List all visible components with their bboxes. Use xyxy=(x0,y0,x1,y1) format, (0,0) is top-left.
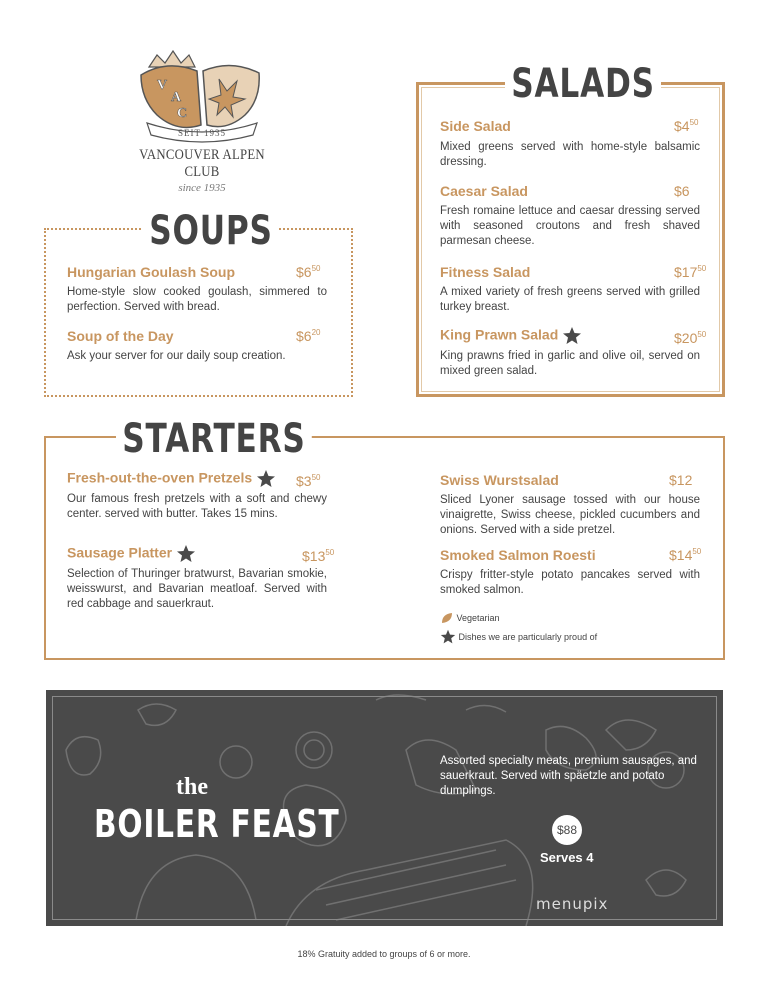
star-icon xyxy=(256,469,276,489)
item-description: Crispy fritter-style potato pancakes served with smoked salmon. xyxy=(440,569,700,596)
item-description: Our famous fresh pretzels with a soft and chewy center. served with butter. Takes 15 mins. xyxy=(67,493,327,520)
menu-item xyxy=(67,544,327,612)
item-description: Fresh romaine lettuce and caesar dressing served with seasoned croutons and fresh shaved parmesan cheese. xyxy=(440,205,700,247)
star-icon xyxy=(440,629,456,645)
menu-item xyxy=(440,264,700,315)
salads-heading: SALADS xyxy=(505,64,661,104)
feast-price: $88 xyxy=(552,815,582,845)
item-description: King prawns fried in garlic and olive oil, served on mixed green salad. xyxy=(440,350,700,377)
svg-text:SEIT 1935: SEIT 1935 xyxy=(177,128,227,138)
item-price: $\$3^{50}$ xyxy=(296,473,321,489)
menu-item xyxy=(440,472,700,538)
menu-item xyxy=(440,183,700,249)
feast-title: BOILER FEAST xyxy=(94,802,340,846)
club-logo xyxy=(122,45,282,195)
menu-item xyxy=(67,264,327,315)
item-name: Fitness Salad xyxy=(440,264,531,280)
item-description: Selection of Thuringer bratwurst, Bavarian smokie, weisswurst, and Bavarian meatloaf. Served with red cabbage and sauerkraut. xyxy=(67,568,327,610)
item-name: Fresh-out-the-oven Pretzels xyxy=(67,469,253,486)
item-price: $\$14^{50}$ xyxy=(669,547,702,563)
gratuity-note: 18% Gratuity added to groups of 6 or more. xyxy=(297,949,471,959)
menu-item xyxy=(440,326,700,379)
item-description: A mixed variety of fresh greens served with grilled turkey breast. xyxy=(440,286,700,313)
item-price: $\$4^{50}$ xyxy=(674,118,699,134)
item-description: Ask your server for our daily soup creation. xyxy=(67,350,286,362)
item-name: Caesar Salad xyxy=(440,183,528,199)
starters-heading: STARTERS xyxy=(116,419,312,459)
item-name: Hungarian Goulash Soup xyxy=(67,264,236,280)
item-description: Mixed greens served with home-style balsamic dressing. xyxy=(440,141,700,168)
legend-proud xyxy=(440,629,597,645)
item-name: Swiss Wurstsalad xyxy=(440,472,559,488)
item-name: Soup of the Day xyxy=(67,328,174,344)
star-icon xyxy=(562,326,582,346)
menupix-watermark: menupix xyxy=(536,895,609,913)
menu-item xyxy=(67,469,327,522)
item-price: $12 xyxy=(669,472,693,488)
item-price: $\$20^{50}$ xyxy=(674,330,707,346)
legend-label: Vegetarian xyxy=(456,613,500,623)
item-price: $6 xyxy=(674,183,690,199)
item-name: Side Salad xyxy=(440,118,511,134)
legend-label: Dishes we are particularly proud of xyxy=(458,632,598,642)
soups-heading: SOUPS xyxy=(143,211,279,251)
item-name: Smoked Salmon Roesti xyxy=(440,547,596,563)
boiler-feast-banner xyxy=(46,690,723,926)
item-price: $\$6^{50}$ xyxy=(296,264,321,280)
svg-text:V: V xyxy=(157,78,168,93)
menu-item xyxy=(67,328,327,364)
feast-serves: Serves 4 xyxy=(540,850,594,865)
item-description: Home-style slow cooked goulash, simmered to perfection. Served with bread. xyxy=(67,286,327,313)
item-price: $\$6^{20}$ xyxy=(296,328,321,344)
item-price: $\$13^{50}$ xyxy=(302,548,335,564)
item-name: Sausage Platter xyxy=(67,544,173,561)
legend-vegetarian xyxy=(440,611,500,625)
leaf-icon xyxy=(440,611,454,625)
star-icon xyxy=(176,544,196,564)
club-since: since 1935 xyxy=(178,182,226,194)
crest-icon xyxy=(127,45,277,145)
svg-text:C: C xyxy=(177,106,188,121)
item-name: King Prawn Salad xyxy=(440,326,559,343)
club-name: VANCOUVER ALPEN CLUB xyxy=(139,147,265,180)
feast-description: Assorted specialty meats, premium sausages, and sauerkraut. Served with späetzle and potato dumplings. xyxy=(440,755,697,797)
menu-item xyxy=(440,547,700,598)
item-price: $\$17^{50}$ xyxy=(674,264,707,280)
menu-item xyxy=(440,118,700,170)
svg-text:A: A xyxy=(171,90,182,105)
item-description: Sliced Lyoner sausage tossed with our house vinaigrette, Swiss cheese, pickled cucumbers and onions. Served with a side pretzel. xyxy=(440,494,700,536)
feast-the: the xyxy=(176,774,208,800)
